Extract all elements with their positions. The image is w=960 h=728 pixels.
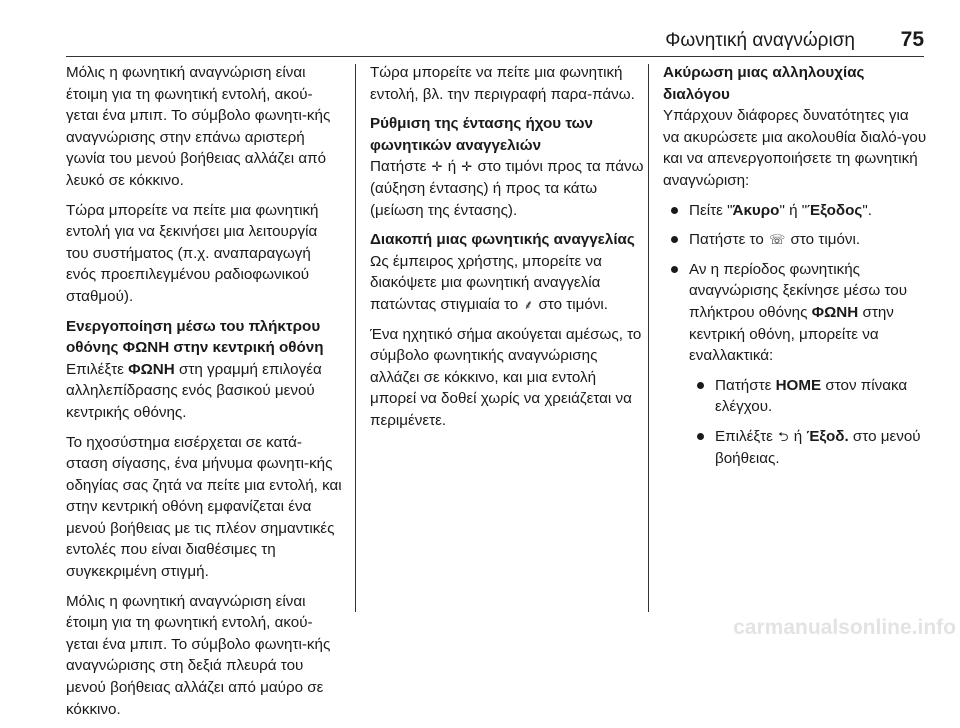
volume-down-icon: ✛ — [461, 159, 473, 175]
hang-up-icon: ☏ — [769, 232, 786, 248]
column-divider-2 — [648, 64, 649, 612]
volume-up-icon: ✛ — [431, 159, 443, 175]
paragraph: Ένα ηχητικό σήμα ακούγεται αμέσως, το σύμβολο φωνητικής αναγνώρισης αλλάζει σε κόκκινο, και μια εντολή μπορεί να δοθεί χωρίς να χρειάζεται να περιμένετε. — [370, 325, 642, 429]
paragraph: Το ηχοσύστημα εισέρχεται σε κατά-σταση σίγασης, ένα μήνυμα φωνητι-κής οδηγίας σας ζητά να πείτε μια εντολή, και στην κεντρική οθόνη εμφανίζεται ένα μενού βοήθειας με τις πλέον σημαντικές εντολές που είναι διαθέσιμες τη συγκεκριμένη στιγμή. — [66, 433, 342, 581]
column-2 — [370, 62, 646, 440]
list-item: Πείτε "Άκυρο" ή "Έξοδος". — [663, 200, 927, 222]
voice-button-icon: ⸙ — [523, 296, 534, 312]
list-item: Επιλέξτε ⮌ ή Έξοδ. στο μενού βοήθειας. — [689, 426, 927, 469]
page-number: 75 — [900, 28, 924, 51]
paragraph: Τώρα μπορείτε να πείτε μια φωνητική εντολή για να ξεκινήσει μια λειτουργία του συστήματος (π.χ. αναπαραγωγή ενός προεπιλεγμένου ραδιοφωνικού σταθμού). — [66, 201, 319, 305]
watermark: carmanualsonline.info — [733, 616, 956, 639]
paragraph: Τώρα μπορείτε να πείτε μια φωνητική εντολή, βλ. την περιγραφή παρα-πάνω. — [370, 64, 635, 103]
section-heading: Ενεργοποίηση μέσω του πλήκτρου οθόνης ΦΩΝΗ στην κεντρική οθόνη — [66, 317, 324, 357]
paragraph: Υπάρχουν διάφορες δυνατότητες για να ακυρώσετε μια ακολουθία διαλό-γου και να απενεργοποιήσετε τη φωνητική αναγνώριση: — [663, 107, 927, 189]
paragraph: Επιλέξτε ΦΩΝΗ στη γραμμή επιλογέα αλληλεπίδρασης ενός βασικού μενού κεντρικής οθόνης. — [66, 360, 322, 421]
column-divider-1 — [355, 64, 356, 612]
section-heading: Ακύρωση μιας αλληλουχίας διαλόγου — [663, 64, 865, 103]
voice-key-label: ΦΩΝΗ — [128, 360, 175, 378]
column-3 — [663, 62, 927, 477]
list-item: Αν η περίοδος φωνητικής αναγνώρισης ξεκίνησε μέσω του πλήκτρου οθόνης ΦΩΝΗ στην κεντρική οθόνη, μπορείτε να εναλλακτικά: — [663, 259, 927, 367]
list-item: Πατήστε το ☏ στο τιμόνι. — [663, 229, 927, 251]
paragraph: Μόλις η φωνητική αναγνώριση είναι έτοιμη για τη φωνητική εντολή, ακού-γεται ένα μπιπ. Το σύμβολο φωνητι-κής αναγνώρισης στη δεξιά πλευρά του μενού βοήθειας αλλάζει από μαύρο σε κόκκινο. — [66, 592, 331, 718]
column-1 — [66, 62, 342, 728]
page-header — [0, 0, 960, 56]
section-heading: Ρύθμιση της έντασης ήχου των φωνητικών αναγγελιών — [370, 115, 593, 154]
page-title: Φωνητική αναγνώριση — [665, 30, 855, 51]
paragraph: Ως έμπειρος χρήστης, μπορείτε να διακόψετε μια φωνητική αναγγελία πατώντας στιγμιαία το ⸙ στο τιμόνι. — [370, 252, 609, 313]
paragraph: Μόλις η φωνητική αναγνώριση είναι έτοιμη για τη φωνητική εντολή, ακού-γεται ένα μπιπ. Το σύμβολο φωνητι-κής αναγνώρισης στην επάνω αριστερή γωνία του μενού βοήθειας αλλάζει από λευκό σε κόκκινο. — [66, 64, 331, 189]
back-arrow-icon: ⮌ — [778, 428, 789, 444]
list-item: Πατήστε HOME στον πίνακα ελέγχου. — [689, 375, 927, 418]
paragraph: Πατήστε ✛ ή ✛ στο τιμόνι προς τα πάνω (αύξηση έντασης) ή προς τα κάτω (μείωση της έντασης). — [370, 158, 644, 219]
header-divider — [66, 56, 924, 57]
section-heading: Διακοπή μιας φωνητικής αναγγελίας — [370, 231, 635, 249]
